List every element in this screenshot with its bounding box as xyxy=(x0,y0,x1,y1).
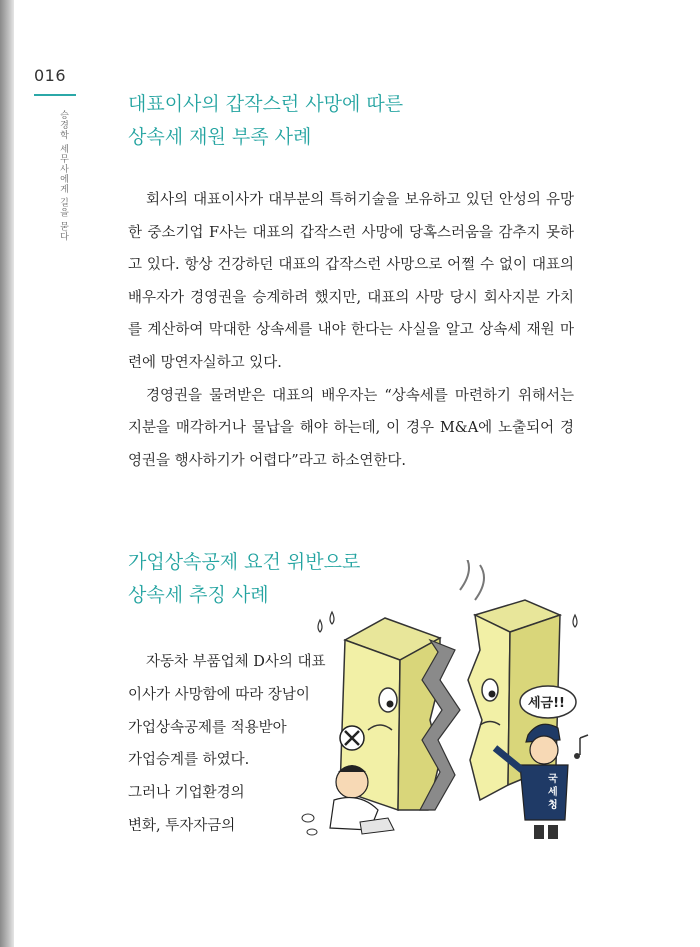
text-line: 이사가 사망함에 따라 장남이 xyxy=(128,686,310,703)
paragraph: 경영권을 물려받은 대표의 배우자는 “상속세를 마련하기 위해서는 지분을 매각하거나 물납을 해야 하는데, 이 경우 M&A에 노출되어 경영권을 행사하기가 어렵다”라고 하소연한다. xyxy=(128,387,574,469)
speech-bubble xyxy=(520,686,576,718)
cartoon-illustration xyxy=(290,560,590,850)
badge-char: 세 xyxy=(548,787,558,798)
paragraph: 회사의 대표이사가 대부분의 특허기술을 보유하고 있던 안성의 유망한 중소기업 F사는 대표의 갑작스런 사망에 당혹스러움을 감추지 못하고 있다. 항상 건강하던 대표의 갑작스런 사망으로 어쩔 수 없이 대표의 배우자가 경영권을 승계하려 했지만, 대표의 사망 당시 회사지분 가치를 계산하여 막대한 상속세를 내야 한다는 사실을 알고 상속세 재원 마련에 망연자실하고 있다. xyxy=(128,192,574,371)
badge-char: 국 xyxy=(548,774,558,785)
speech-text: 세금!! xyxy=(528,696,565,711)
heading-line: 가업상속공제 요건 위반으로 xyxy=(128,551,361,573)
heading-line: 대표이사의 갑작스런 사망에 따른 xyxy=(128,93,404,115)
text-line: 가업상속공제를 적용받아 xyxy=(128,719,287,736)
running-title: 승경학 세무사에게 길을 묻다 xyxy=(58,110,68,242)
page-edge-strip xyxy=(0,0,14,947)
heading-line: 상속세 추징 사례 xyxy=(128,584,269,606)
text-line: 자동차 부품업체 D사의 대표 xyxy=(146,654,326,670)
cartoon-svg xyxy=(290,560,590,850)
page-number-rule xyxy=(34,94,76,96)
text-line: 그러나 기업환경의 xyxy=(128,785,245,802)
section-heading-1 xyxy=(128,88,403,154)
section-1-body xyxy=(128,184,574,477)
text-line: 변화, 투자자금의 xyxy=(128,817,236,834)
music-note-icon xyxy=(574,735,588,759)
text-line: 가업승계를 하였다. xyxy=(128,752,250,769)
badge-char: 청 xyxy=(548,800,558,811)
heading-line: 상속세 재원 부족 사례 xyxy=(128,126,312,148)
page-number: 016 xyxy=(34,66,67,85)
